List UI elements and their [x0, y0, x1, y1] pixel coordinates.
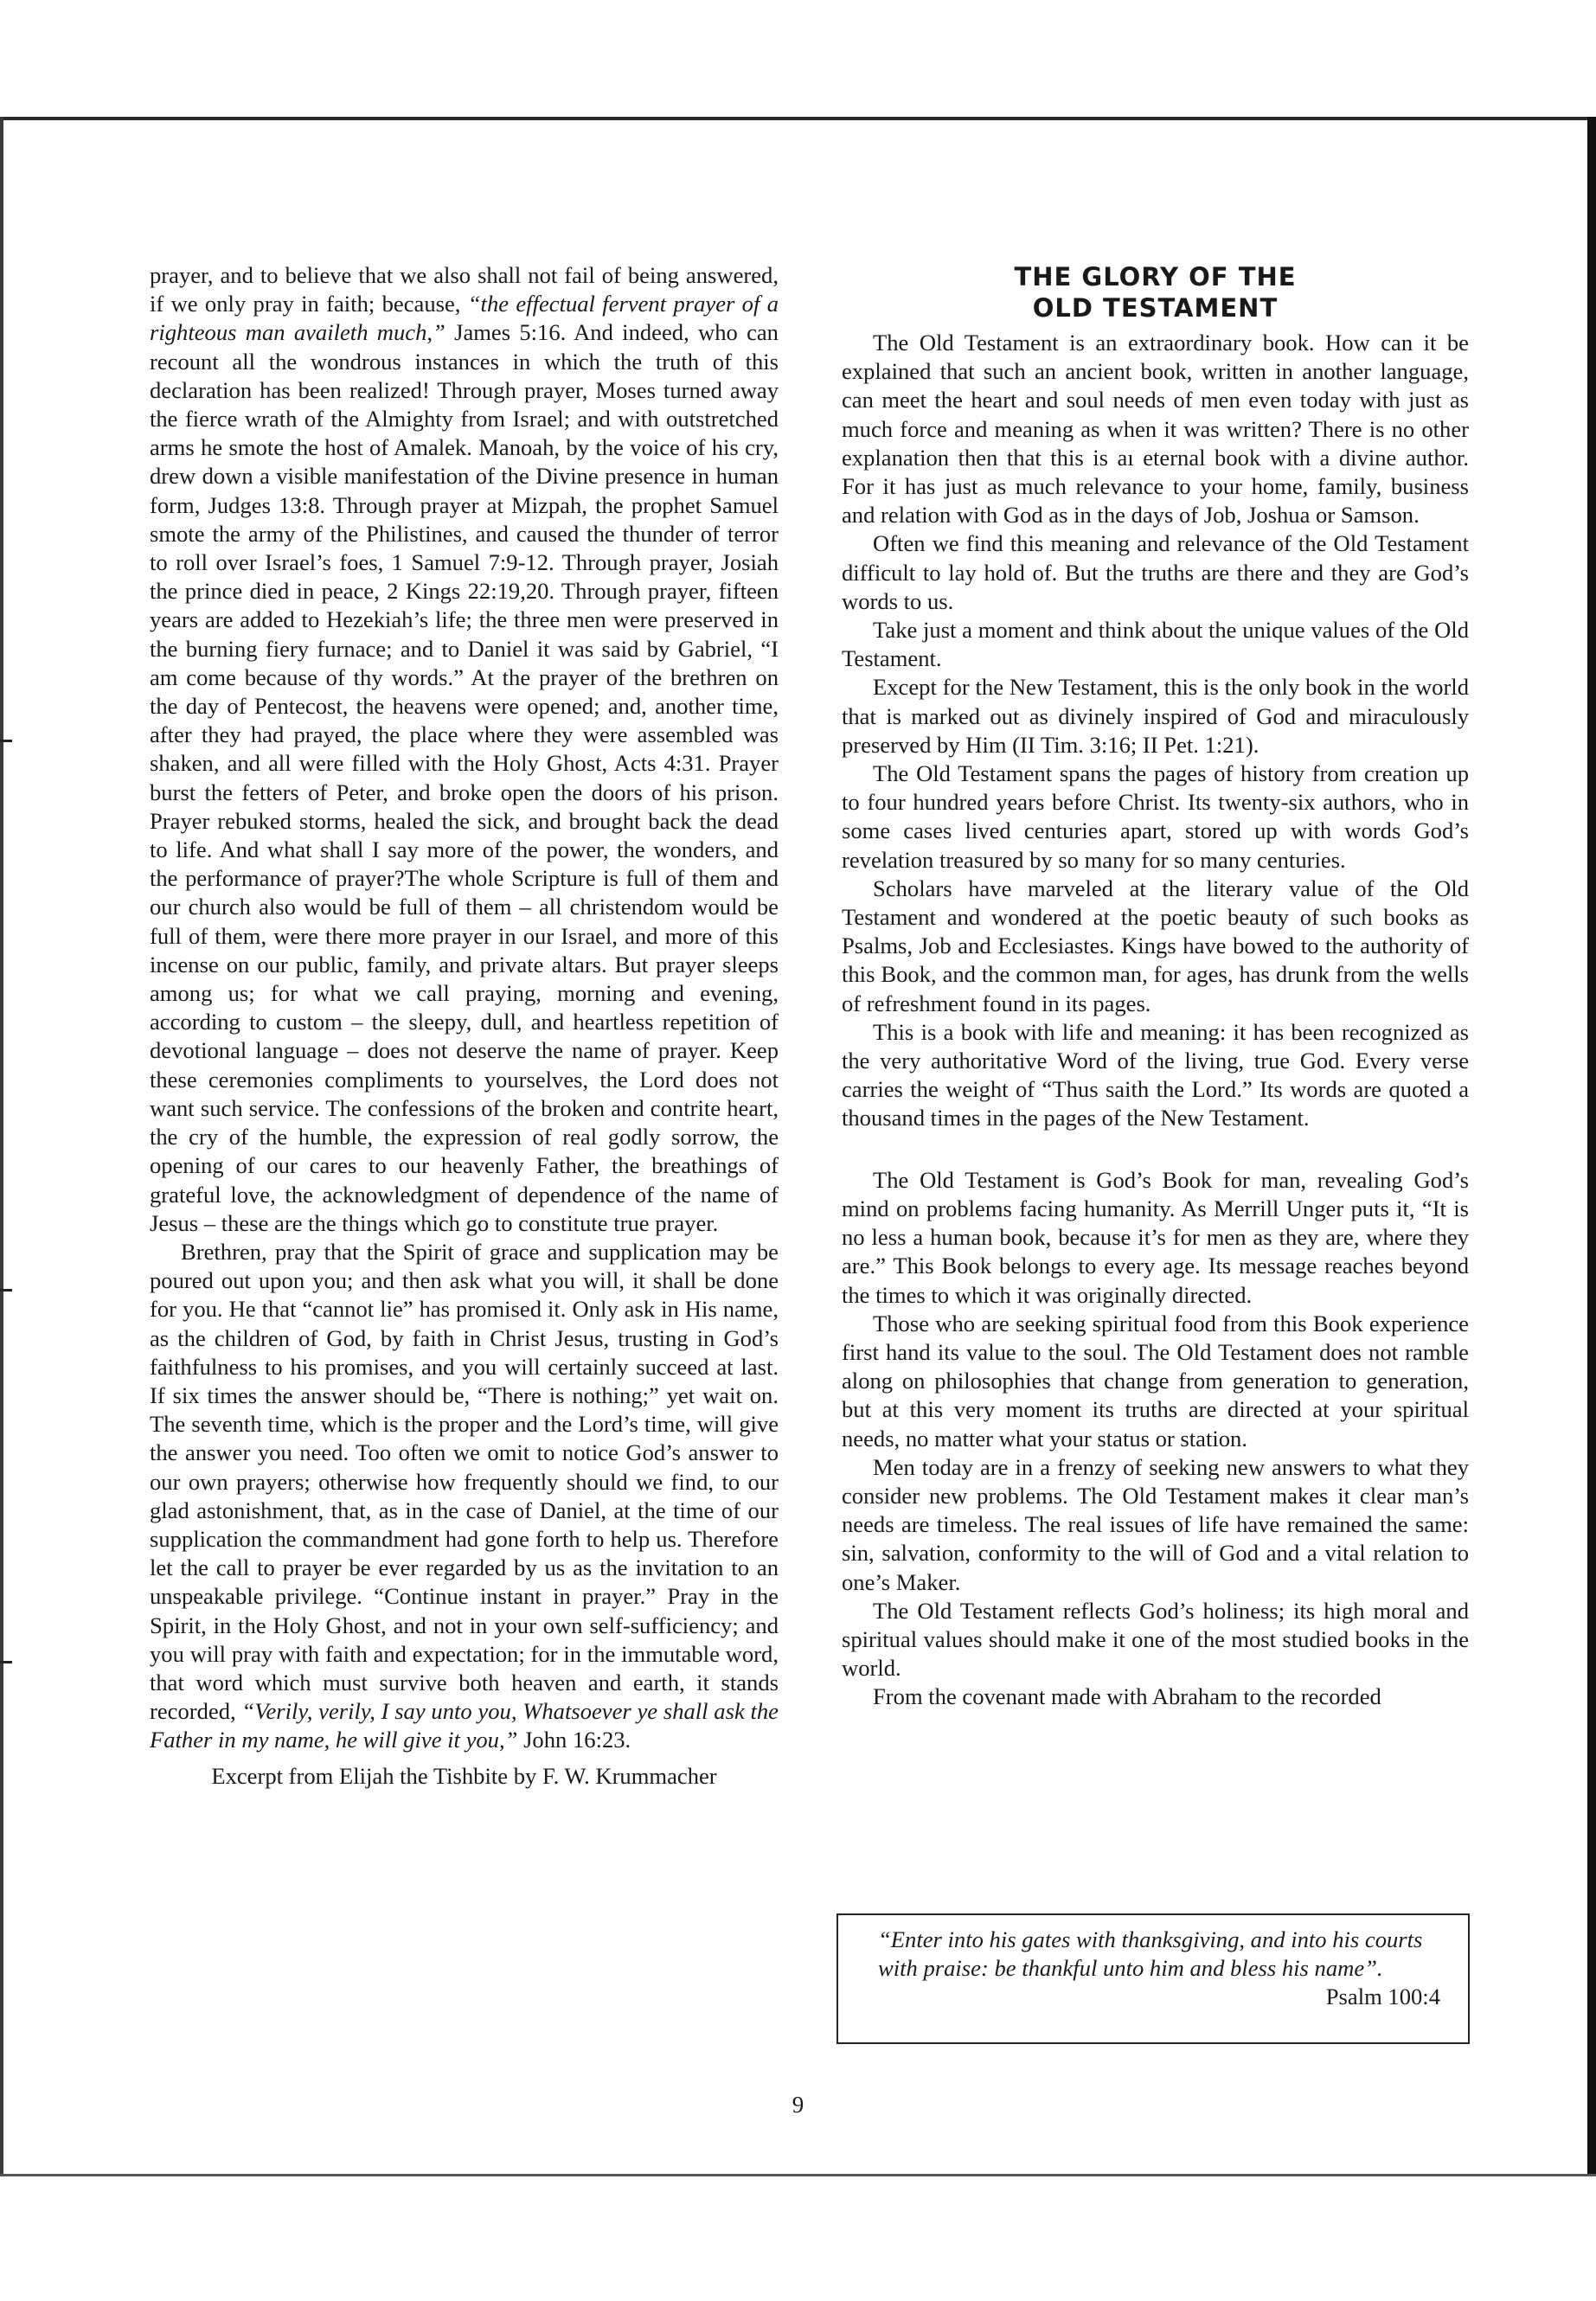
paragraph: Often we find this meaning and relevance of the Old Testament difficult to lay hold of. But the truths are there and they are God’s words to us.	[842, 530, 1469, 614]
quote-text: “Enter into his gates with thanksgiving, and into his courts with praise: be thankful unto him and bless his name”.	[878, 1926, 1423, 1982]
paragraph: The Old Testament is an extraordinary book. How can it be explained that such an ancient book, written in another language, can meet the heart and soul needs of men even today with just as much force and meaning as when it was written? There is no other explanation then that this is aı eternal book with a divine author. For it has just as much relevance to your home, family, business and relation with God as in the days of Job, Joshua or Samson.	[842, 330, 1469, 529]
paragraph: Take just a moment and think about the unique values of the Old Testament.	[842, 617, 1469, 672]
right-column	[842, 261, 1469, 1712]
italic-quote: “Verily, verily, I say unto you, Whatsoever ye shall ask the Father in my name, he will give it you,”	[150, 1698, 779, 1753]
scan-edge-top	[0, 117, 1596, 120]
article-heading	[842, 261, 1469, 324]
margin-mark	[0, 1661, 12, 1663]
paragraph: Those who are seeking spiritual food from this Book experience first hand its value to the soul. The Old Testament does not ramble along on philosophies that change from generation to generation, but at this very moment its truths are directed at your spiritual needs, no matter what your status or station.	[842, 1310, 1469, 1452]
paragraph	[150, 261, 779, 1238]
margin-mark	[0, 1289, 12, 1292]
left-column-body	[150, 261, 779, 1755]
scan-edge-left	[0, 117, 3, 2176]
paragraph: The Old Testament is God’s Book for man, revealing God’s mind on problems facing humanity. As Merrill Unger puts it, “It is no less a human book, because it’s for men as they are, where they are.” This Book belongs to every age. Its message reaches beyond the times to which it was originally directed.	[842, 1166, 1469, 1308]
scan-edge-right	[1587, 117, 1596, 2176]
paragraph: Except for the New Testament, this is the only book in the world that is marked out as divinely inspired of God and miraculously preserved by Him (II Tim. 3:16; II Pet. 1:21).	[842, 674, 1469, 758]
scan-edge-bottom	[0, 2174, 1596, 2176]
paragraph: This is a book with life and meaning: it has been recognized as the very authoritative Word of the living, true God. Every verse carries the weight of “Thus saith the Lord.” Its words are quoted a thousand times in the pages of the New Testament.	[842, 1018, 1469, 1131]
section-gap	[842, 1133, 1469, 1166]
attribution: Excerpt from Elijah the Tishbite by F. W. Krummacher	[211, 1762, 717, 1789]
scripture-quote-box	[836, 1913, 1470, 2044]
paragraph: Scholars have marveled at the literary value of the Old Testament and wondered at the poetic beauty of such books as Psalms, Job and Ecclesiastes. Kings have bowed to the authority of this Book, and the common man, for ages, has drunk from the wells of refreshment found in its pages.	[842, 875, 1469, 1016]
text-run: James 5:16. And indeed, who can recount all the wondrous instances in which the truth of this declaration has been realized! Through prayer, Moses turned away the fierce wrath of the Almighty from Israel; and with outstretched arms he smote the host of Amalek. Manoah, by the voice of his cry, drew down a visible manifestation of the Divine presence in human form, Judges 13:8. Through prayer at Mizpah, the prophet Samuel smote the army of the Philistines, and caused the thunder of terror to roll over Israel’s foes, 1 Samuel 7:9-12. Through prayer, Josiah the prince died in peace, 2 Kings 22:19,20. Through prayer, fifteen years are added to Hezekiah’s life; the three men were preserved in the burning fiery furnace; and to Daniel it was said by Gabriel, “I am come because of thy words.” At the prayer of the brethren on the day of Pentecost, the heavens were opened; and, another time, after they had prayed, the place where they were assembled was shaken, and all were filled with the Holy Ghost, Acts 4:31. Prayer burst the fetters of Peter, and broke open the doors of his prison. Prayer rebuked storms, healed the sick, and brought back the dead to life. And what shall I say more of the power, the wonders, and the performance of prayer?The whole Scripture is full of them and our church also would be full of them – all christendom would be full of them, were there more prayer in our Israel, and more of this incense on our public, family, and private altars. But prayer sleeps among us; for what we call praying, morning and evening, according to custom – the sleepy, dull, and heartless repetition of devotional language – does not deserve the name of prayer. Keep these ceremonies compliments to yourselves, the Lord does not want such service. The confessions of the broken and contrite heart, the cry of the humble, the expression of real godly sorrow, the opening of our cares to our heavenly Father, the breathings of grateful love, the acknowledgment of dependence of the name of Jesus – these are the things which go to constitute true prayer.	[150, 319, 779, 1236]
text-run: Brethren, pray that the Spirit of grace and supplication may be poured out upon you; and then ask what you will, it shall be done for you. He that “cannot lie” has promised it. Only ask in His name, as the children of God, by faith in Christ Jesus, trusting in God’s faithfulness to his promises, and you will certainly succeed at last. If six times the answer should be, “There is nothing;” yet wait on. The seventh time, which is the proper and the Lord’s time, will give the answer you need. Too often we omit to notice God’s answer to our own prayers; otherwise how frequently should we find, to our glad astonishment, that, as in the case of Daniel, at the time of our supplication the commandment had gone forth to help us. Therefore let the call to prayer be ever regarded by us as the invitation to an unspeakable privilege. “Continue instant in prayer.” Pray in the Spirit, in the Holy Ghost, and not in your own self-sufficiency; and you will pray with faith and expectation; for in the immutable word, that word which must survive both heaven and earth, it stands recorded,	[150, 1238, 779, 1725]
margin-mark	[0, 740, 12, 742]
right-column-body-b	[842, 1166, 1469, 1712]
paragraph: From the covenant made with Abraham to the recorded	[873, 1683, 1381, 1710]
quote-reference: Psalm 100:4	[1325, 1984, 1440, 2010]
heading-line-2: OLD TESTAMENT	[1032, 293, 1279, 323]
right-column-body-a	[842, 329, 1469, 1133]
paragraph: Men today are in a frenzy of seeking new answers to what they consider new problems. The Old Testament makes it clear man’s needs are timeless. The real issues of life have remained the same: sin, salvation, conformity to the will of God and a vital relation to one’s Maker.	[842, 1453, 1469, 1595]
left-column	[150, 261, 779, 1791]
text-run: John 16:23.	[517, 1727, 631, 1753]
paragraph: The Old Testament spans the pages of history from creation up to four hundred years before Christ. Its twenty-six authors, who in some cases lived centuries apart, stored up with words God’s revelation treasured by so many for so many centuries.	[842, 760, 1469, 873]
paragraph	[150, 1238, 779, 1755]
text-run: prayer, and to believe that we also shall not fail of being answered, if we only pray in faith; because,	[150, 262, 779, 317]
heading-line-1: THE GLORY OF THE	[1014, 262, 1297, 292]
paragraph: The Old Testament reflects God’s holiness; its high moral and spiritual values should make it one of the most studied books in the world.	[842, 1597, 1469, 1682]
page-number: 9	[792, 2092, 804, 2118]
italic-quote: “the effectual fervent prayer of a righteous man availeth much,”	[150, 291, 779, 346]
